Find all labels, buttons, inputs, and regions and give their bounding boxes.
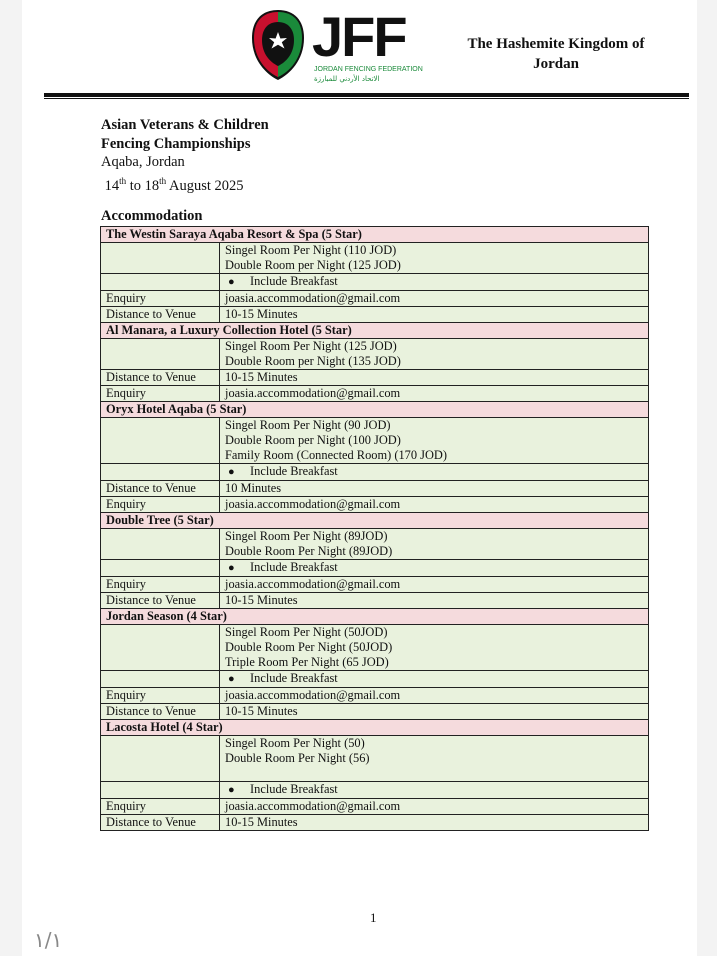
enquiry-row <box>101 291 649 307</box>
breakfast-label-cell <box>101 671 220 688</box>
include-breakfast: ● Include Breakfast <box>220 671 649 688</box>
kingdom-heading <box>456 34 656 74</box>
distance-row <box>101 704 649 720</box>
event-info <box>101 116 269 195</box>
room-rate: Double Room Per Night (56) <box>225 751 370 765</box>
room-rates-label-cell <box>101 339 220 370</box>
accommodation-title: Accommodation <box>101 208 203 224</box>
room-rates-row <box>101 339 649 370</box>
enquiry-row <box>101 577 649 593</box>
enquiry-label: Enquiry <box>101 688 220 704</box>
page-number: 1 <box>370 910 377 925</box>
distance-value: 10-15 Minutes <box>220 593 649 609</box>
hotel-header-row <box>101 227 649 243</box>
room-rate: Double Room Per Night (89JOD) <box>225 544 393 558</box>
include-breakfast: ● Include Breakfast <box>220 464 649 481</box>
breakfast-label-cell <box>101 274 220 291</box>
enquiry-label: Enquiry <box>101 577 220 593</box>
blank-line <box>225 766 643 781</box>
document-page <box>22 0 697 956</box>
breakfast-row <box>101 560 649 577</box>
hotel-header-row <box>101 720 649 736</box>
include-breakfast: ● Include Breakfast <box>220 560 649 577</box>
enquiry-label: Enquiry <box>101 497 220 513</box>
room-rates-label-cell <box>101 529 220 560</box>
distance-value: 10-15 Minutes <box>220 704 649 720</box>
room-rates-row <box>101 418 649 464</box>
event-location: Aqaba, Jordan <box>101 154 185 170</box>
room-rate: Double Room per Night (100 JOD) <box>225 433 401 447</box>
hotel-name: The Westin Saraya Aqaba Resort & Spa (5 Star) <box>101 227 649 243</box>
breakfast-label-cell <box>101 782 220 799</box>
room-rates-label-cell <box>101 243 220 274</box>
hotel-name: Al Manara, a Luxury Collection Hotel (5 Star) <box>101 323 649 339</box>
handwritten-page-mark: ١/١ <box>34 928 63 952</box>
distance-value: 10 Minutes <box>220 481 649 497</box>
hotel-name: Double Tree (5 Star) <box>101 513 649 529</box>
date-start-day: 14 <box>104 177 120 194</box>
room-rate: Family Room (Connected Room) (170 JOD) <box>225 448 447 462</box>
distance-value: 10-15 Minutes <box>220 370 649 386</box>
room-rates-row <box>101 243 649 274</box>
distance-row <box>101 593 649 609</box>
event-dates <box>101 172 269 195</box>
jff-logo <box>248 5 423 88</box>
distance-label: Distance to Venue <box>101 370 220 386</box>
distance-label: Distance to Venue <box>101 593 220 609</box>
header-rule-thin <box>44 98 689 99</box>
enquiry-label: Enquiry <box>101 799 220 815</box>
hotel-header-row <box>101 323 649 339</box>
logo-subtitle-en: JORDAN FENCING FEDERATION <box>314 66 423 73</box>
distance-value: 10-15 Minutes <box>220 307 649 323</box>
enquiry-row <box>101 688 649 704</box>
distance-label: Distance to Venue <box>101 704 220 720</box>
room-rates-cell <box>220 736 649 782</box>
room-rates-cell <box>220 625 649 671</box>
room-rates-label-cell <box>101 625 220 671</box>
include-breakfast: ● Include Breakfast <box>220 782 649 799</box>
enquiry-row <box>101 497 649 513</box>
enquiry-label: Enquiry <box>101 291 220 307</box>
distance-label: Distance to Venue <box>101 481 220 497</box>
room-rate: Singel Room Per Night (50) <box>225 736 365 750</box>
breakfast-label-cell <box>101 464 220 481</box>
distance-row <box>101 307 649 323</box>
enquiry-email: joasia.accommodation@gmail.com <box>220 497 649 513</box>
enquiry-email: joasia.accommodation@gmail.com <box>220 799 649 815</box>
breakfast-row <box>101 274 649 291</box>
enquiry-email: joasia.accommodation@gmail.com <box>220 688 649 704</box>
breakfast-row <box>101 782 649 799</box>
hotel-name: Lacosta Hotel (4 Star) <box>101 720 649 736</box>
room-rates-label-cell <box>101 736 220 782</box>
distance-label: Distance to Venue <box>101 815 220 831</box>
room-rate: Triple Room Per Night (65 JOD) <box>225 655 389 669</box>
room-rates-cell <box>220 339 649 370</box>
hotel-header-row <box>101 609 649 625</box>
distance-row <box>101 370 649 386</box>
date-to: to <box>126 177 145 194</box>
hotel-name: Jordan Season (4 Star) <box>101 609 649 625</box>
hotel-header-row <box>101 513 649 529</box>
jordan-shield-icon <box>248 8 308 82</box>
logo-wordmark: JFF <box>312 5 406 68</box>
room-rates-row <box>101 625 649 671</box>
kingdom-line-1: The Hashemite Kingdom of <box>467 36 645 52</box>
room-rate: Singel Room Per Night (89JOD) <box>225 529 388 543</box>
header-rule <box>44 93 689 97</box>
breakfast-row <box>101 464 649 481</box>
hotel-name: Oryx Hotel Aqaba (5 Star) <box>101 402 649 418</box>
room-rate: Singel Room Per Night (110 JOD) <box>225 243 397 257</box>
enquiry-row <box>101 799 649 815</box>
logo-subtitle-ar: الاتحاد الأردني للمبارزة <box>314 75 380 83</box>
date-start-suffix: th <box>119 175 127 186</box>
include-breakfast: ● Include Breakfast <box>220 274 649 291</box>
enquiry-email: joasia.accommodation@gmail.com <box>220 386 649 402</box>
distance-row <box>101 481 649 497</box>
enquiry-email: joasia.accommodation@gmail.com <box>220 291 649 307</box>
room-rate: Singel Room Per Night (50JOD) <box>225 625 388 639</box>
room-rate: Double Room per Night (135 JOD) <box>225 354 401 368</box>
date-month-year: August 2025 <box>166 177 244 194</box>
enquiry-email: joasia.accommodation@gmail.com <box>220 577 649 593</box>
event-title-line-1: Asian Veterans & Children <box>101 117 269 133</box>
distance-value: 10-15 Minutes <box>220 815 649 831</box>
room-rates-label-cell <box>101 418 220 464</box>
enquiry-label: Enquiry <box>101 386 220 402</box>
room-rates-cell <box>220 418 649 464</box>
breakfast-row <box>101 671 649 688</box>
room-rate: Double Room per Night (125 JOD) <box>225 258 401 272</box>
distance-label: Distance to Venue <box>101 307 220 323</box>
breakfast-label-cell <box>101 560 220 577</box>
room-rate: Double Room Per Night (50JOD) <box>225 640 393 654</box>
enquiry-row <box>101 386 649 402</box>
room-rates-cell <box>220 243 649 274</box>
room-rates-cell <box>220 529 649 560</box>
room-rates-row <box>101 736 649 782</box>
date-end-day: 18 <box>144 177 160 194</box>
date-end-suffix: th <box>159 175 167 186</box>
room-rates-row <box>101 529 649 560</box>
hotel-header-row <box>101 402 649 418</box>
room-rate: Singel Room Per Night (90 JOD) <box>225 418 391 432</box>
room-rate: Singel Room Per Night (125 JOD) <box>225 339 397 353</box>
event-title-line-2: Fencing Championships <box>101 135 251 152</box>
accommodation-table <box>100 226 649 831</box>
kingdom-line-2: Jordan <box>533 56 579 72</box>
distance-row <box>101 815 649 831</box>
